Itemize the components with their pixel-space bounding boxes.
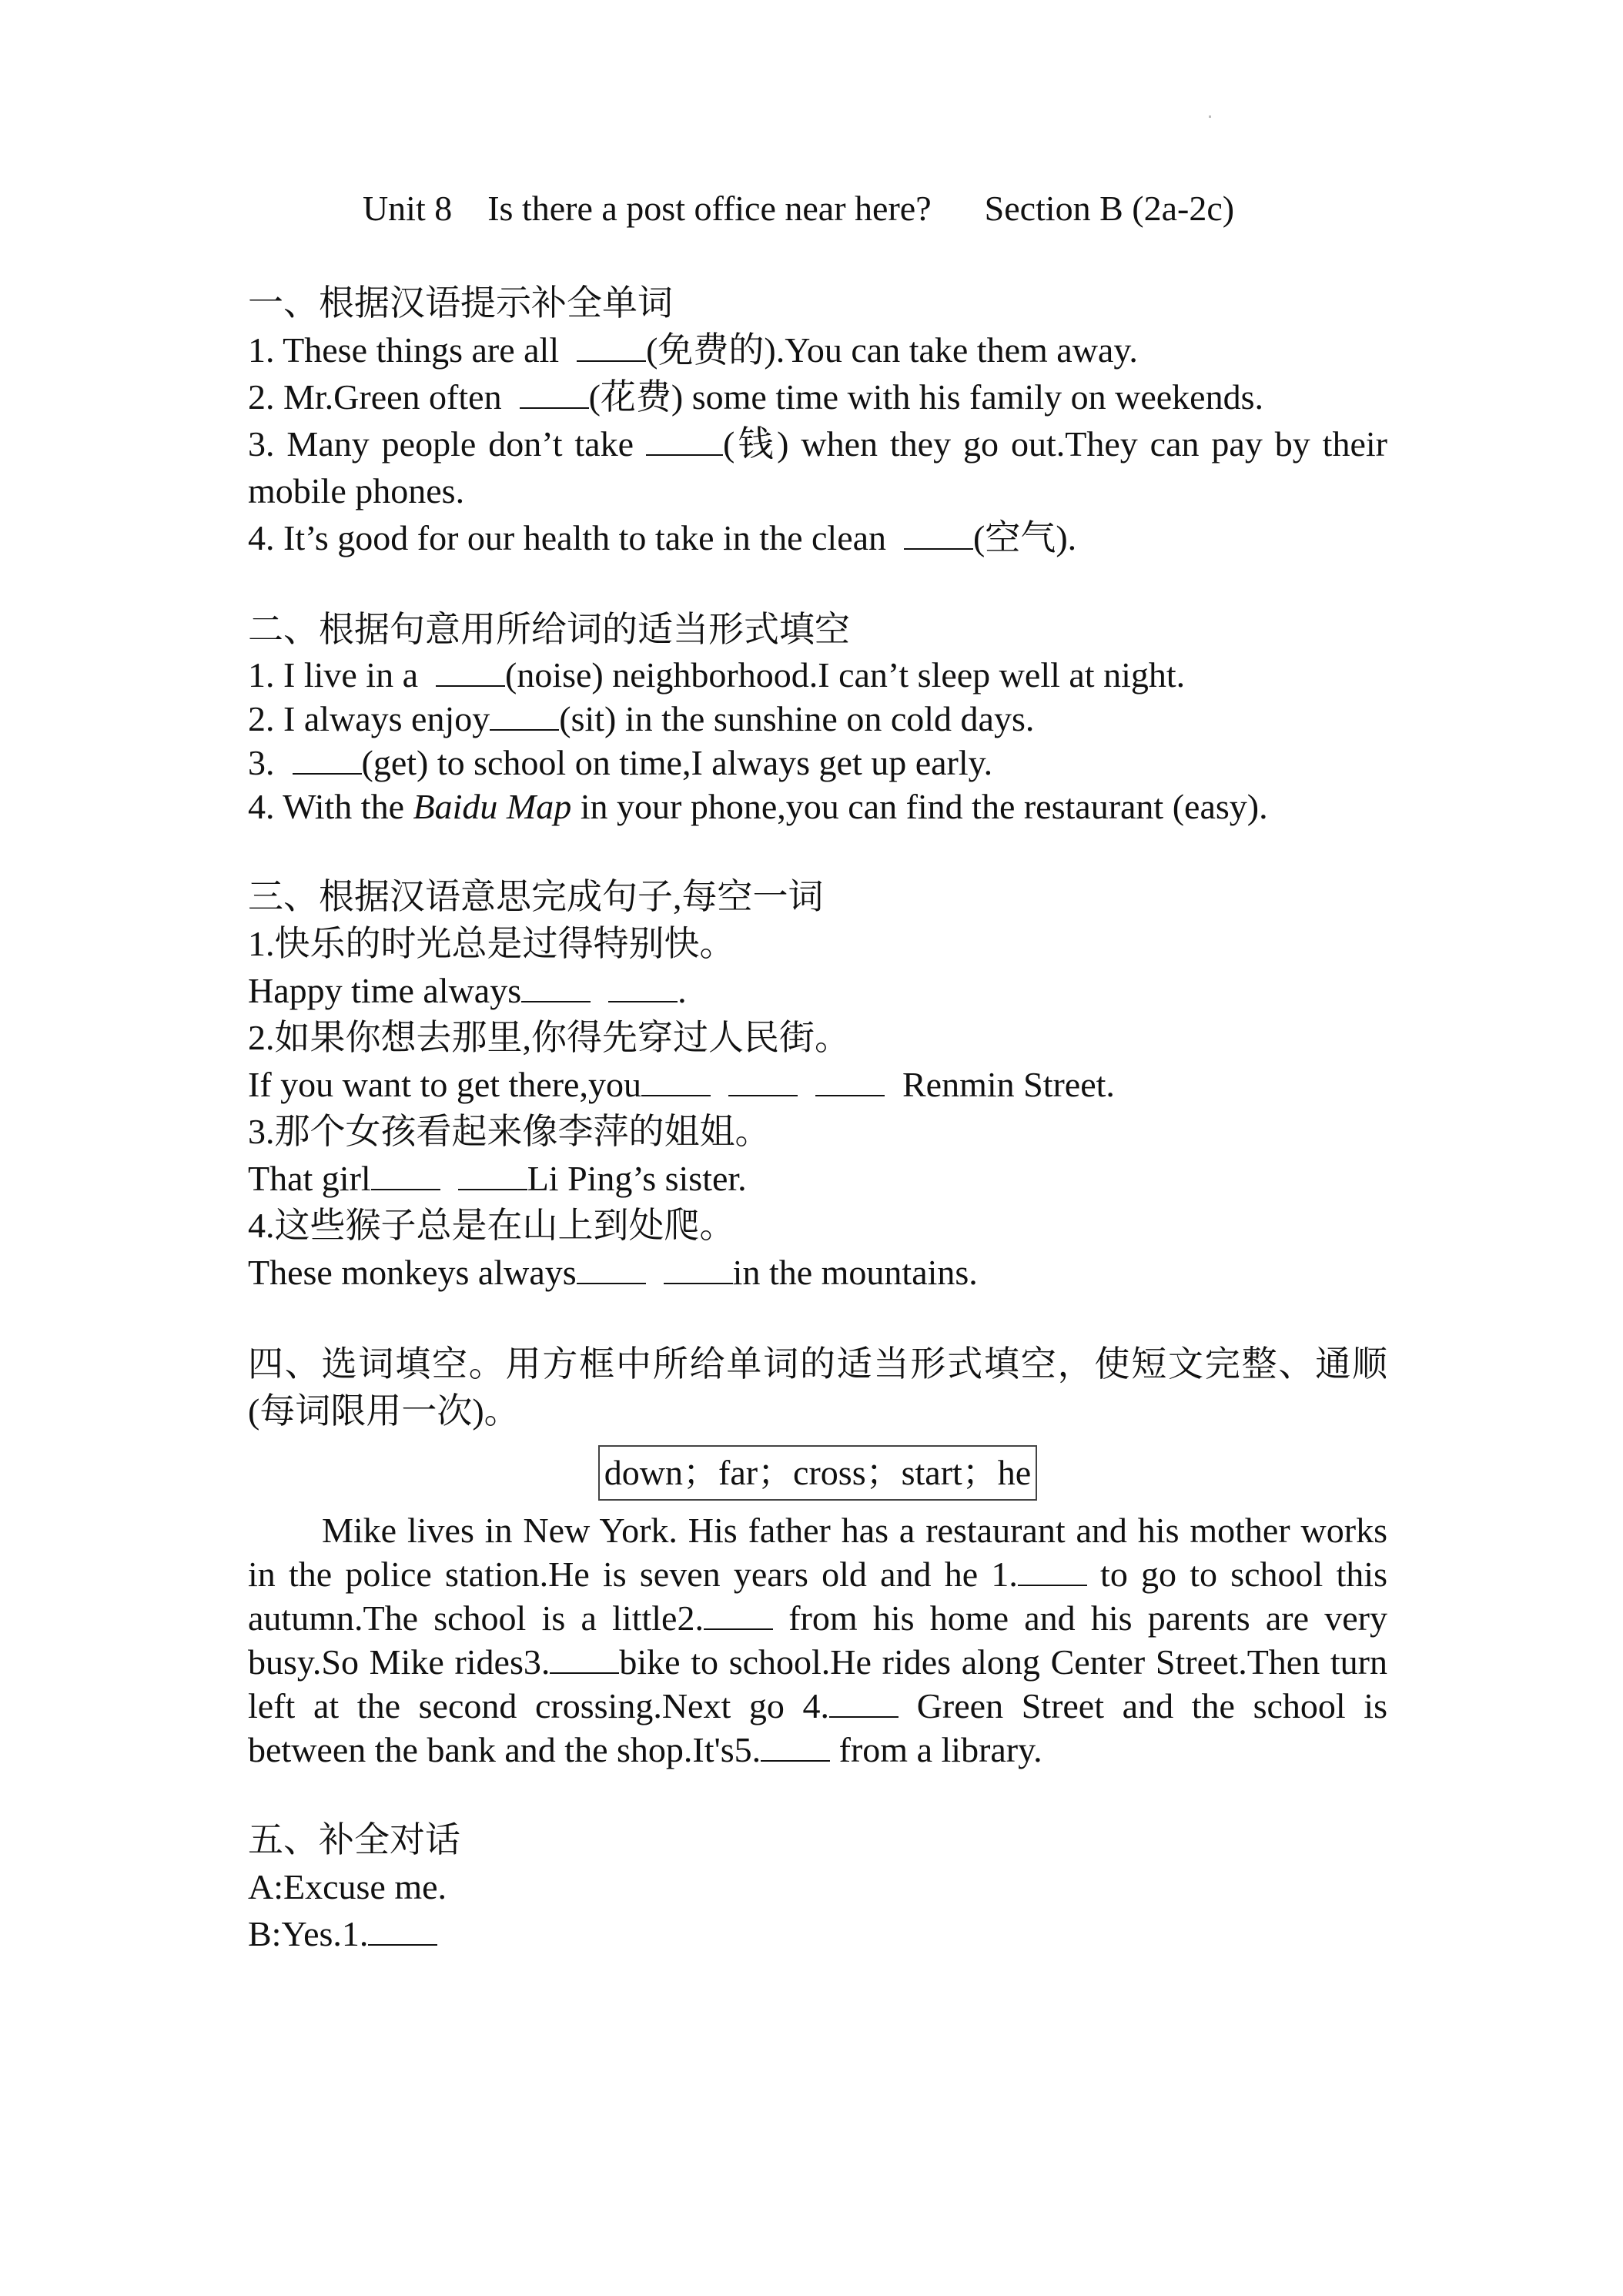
s2-question-1: 1. I live in a (noise) neighborhood.I can’t sleep well at night. — [248, 655, 1186, 694]
dialogue-line-a1: A:Excuse me. — [248, 1867, 447, 1906]
answer-blank[interactable] — [550, 1646, 619, 1674]
answer-blank[interactable] — [490, 703, 559, 731]
answer-blank[interactable] — [1018, 1558, 1087, 1586]
s1-question-4: 4. It’s good for our health to take in the clean (空气). — [248, 518, 1077, 557]
section4-heading: 四、选词填空。用方框中所给单词的适当形式填空，使短文完整、通顺(每词限用一次)。 — [248, 1344, 1387, 1431]
section5-heading: 五、补全对话 — [248, 1820, 460, 1859]
worksheet-content — [248, 185, 1387, 1957]
word-box-container — [248, 1445, 1387, 1501]
s2-question-3: 3. (get) to school on time,I always get up early. — [248, 743, 993, 782]
answer-blank[interactable] — [458, 1163, 527, 1190]
section2-heading: 二、根据句意用所给词的适当形式填空 — [248, 610, 850, 649]
s3-q3-english: That girl Li Ping’s sister. — [248, 1159, 747, 1198]
answer-blank[interactable] — [293, 747, 362, 775]
answer-blank[interactable] — [371, 1163, 440, 1190]
s3-q4-english: These monkeys always in the mountains. — [248, 1253, 978, 1292]
answer-blank[interactable] — [577, 1257, 646, 1284]
answer-blank[interactable] — [728, 1069, 798, 1096]
s3-q4-chinese: 4.这些猴子总是在山上到处爬。 — [248, 1206, 735, 1245]
section3-heading: 三、根据汉语意思完成句子,每空一词 — [248, 877, 824, 916]
s3-q1-english: Happy time always . — [248, 971, 687, 1010]
answer-blank[interactable] — [608, 975, 678, 1002]
scan-dot — [1209, 115, 1211, 118]
cloze-passage: Mike lives in New York. His father has a restaurant and his mother works in the police station.He is seven years old and he 1. to go to school this autumn.The school is a little2. from his home and his parents are very busy.So Mike rides3. bike to school.He rides along Center Street.Then turn left at the second crossing.Next go 4. Green Street and the school is between the bank and the shop.It's5. from a library. — [248, 1511, 1387, 1769]
answer-blank[interactable] — [815, 1069, 885, 1096]
answer-blank[interactable] — [904, 522, 973, 550]
s3-q2-english: If you want to get there,you Renmin Street. — [248, 1065, 1115, 1104]
s3-q2-chinese: 2.如果你想去那里,你得先穿过人民街。 — [248, 1018, 850, 1057]
s1-question-2: 2. Mr.Green often (花费) some time with his family on weekends. — [248, 377, 1263, 417]
answer-blank[interactable] — [829, 1690, 899, 1718]
worksheet-title: Unit 8 Is there a post office near here? Section B (2a-2c) — [362, 189, 1235, 228]
answer-blank[interactable] — [641, 1069, 711, 1096]
s1-question-3: 3. Many people don’t take (钱) when they go out.They can pay by their mobile phones. — [248, 424, 1387, 510]
answer-blank[interactable] — [368, 1918, 437, 1946]
section1-heading: 一、根据汉语提示补全单词 — [248, 283, 673, 323]
answer-blank[interactable] — [664, 1257, 733, 1284]
dialogue-line-b1: B:Yes.1. — [248, 1910, 1387, 1957]
word-box: down；far；cross；start；he — [598, 1445, 1037, 1501]
answer-blank[interactable] — [646, 428, 723, 456]
answer-blank[interactable] — [436, 659, 505, 687]
s1-question-1: 1. These things are all (免费的).You can take them away. — [248, 330, 1138, 370]
s2-question-4: 4. With the Baidu Map in your phone,you can find the restaurant (easy). — [248, 787, 1268, 826]
s3-q1-chinese: 1.快乐的时光总是过得特别快。 — [248, 924, 735, 963]
answer-blank[interactable] — [704, 1602, 773, 1630]
answer-blank[interactable] — [577, 334, 646, 362]
s2-question-2: 2. I always enjoy (sit) in the sunshine on cold days. — [248, 699, 1035, 738]
answer-blank[interactable] — [761, 1734, 830, 1762]
answer-blank[interactable] — [521, 975, 591, 1002]
s3-q3-chinese: 3.那个女孩看起来像李萍的姐姐。 — [248, 1112, 771, 1151]
answer-blank[interactable] — [520, 381, 589, 409]
